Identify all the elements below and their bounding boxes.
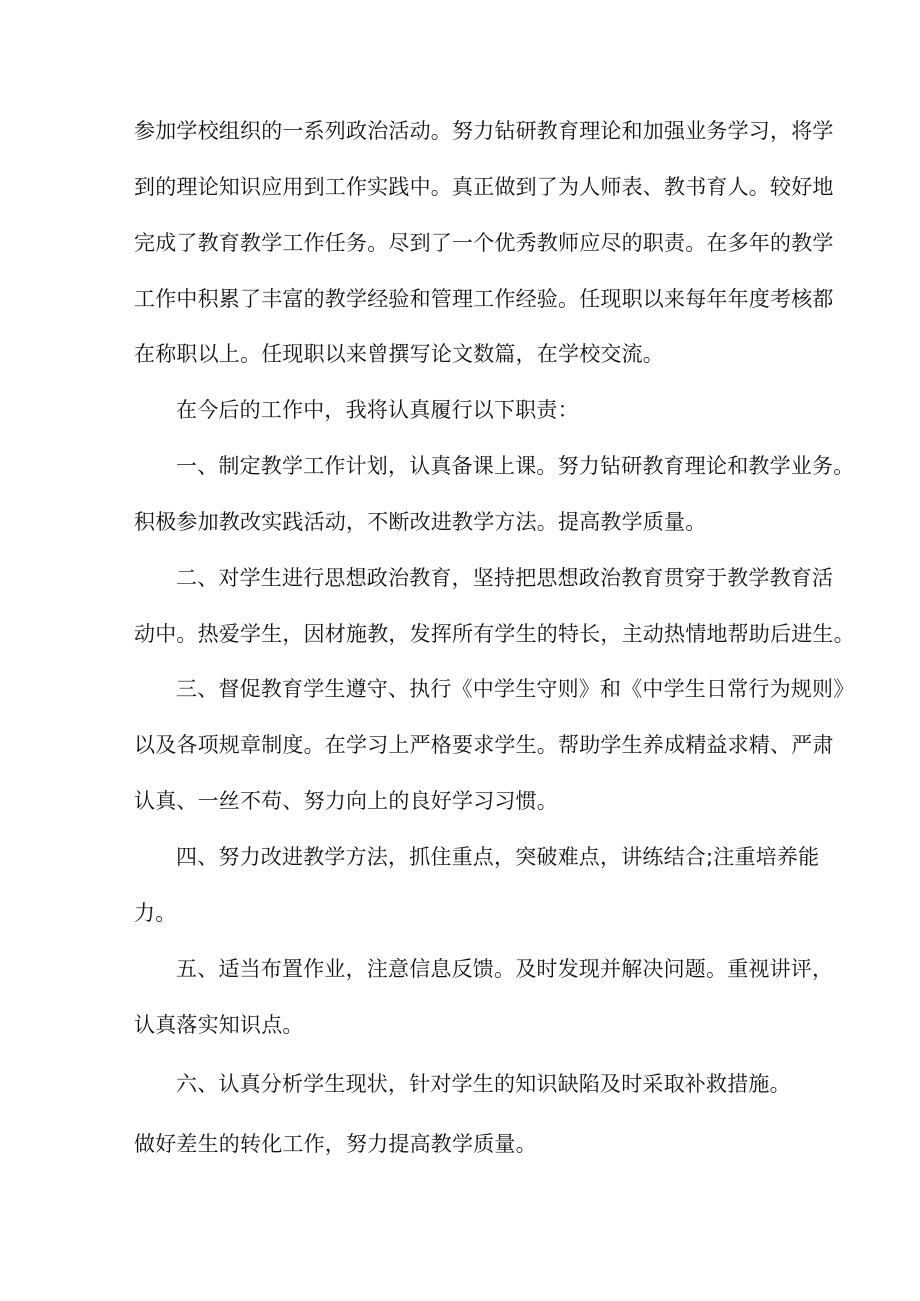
duty-5: 五、适当布置作业，注意信息反馈。及时发现并解决问题。重视讲评， <box>176 957 834 981</box>
text-line: 在称职以上。任现职以来曾撰写论文数篇，在学校交流。 <box>134 342 664 366</box>
duty-2: 二、对学生进行思想政治教育，坚持把思想政治教育贯穿于教学教育活 <box>176 566 834 590</box>
text-line: 到的理论知识应用到工作实践中。真正做到了为人师表、教书育人。较好地 <box>134 175 834 199</box>
text-line: 完成了教育教学工作任务。尽到了一个优秀教师应尽的职责。在多年的教学 <box>134 231 834 255</box>
duty-4: 四、努力改进教学方法，抓住重点，突破难点，讲练结合;注重培养能 <box>176 845 820 869</box>
paragraph-intro: 在今后的工作中，我将认真履行以下职责： <box>176 398 579 422</box>
text-line: 参加学校组织的一系列政治活动。努力钻研教育理论和加强业务学习，将学 <box>134 119 834 143</box>
text-line: 积极参加教改实践活动，不断改进教学方法。提高教学质量。 <box>134 510 707 534</box>
text-line: 动中。热爱学生，因材施教，发挥所有学生的特长，主动热情地帮助后进生。 <box>134 622 855 646</box>
text-line: 力。 <box>134 901 177 925</box>
text-line: 以及各项规章制度。在学习上严格要求学生。帮助学生养成精益求精、严肃 <box>134 733 834 757</box>
duty-6: 六、认真分析学生现状，针对学生的知识缺陷及时采取补救措施。 <box>176 1072 791 1096</box>
text-line: 做好差生的转化工作，努力提高教学质量。 <box>134 1132 537 1156</box>
text-line: 认真、一丝不苟、努力向上的良好学习习惯。 <box>134 789 558 813</box>
duty-3: 三、督促教育学生遵守、执行《中学生守则》和《中学生日常行为规则》 <box>176 677 855 701</box>
text-line: 认真落实知识点。 <box>134 1013 304 1037</box>
text-line: 工作中积累了丰富的教学经验和管理工作经验。任现职以来每年年度考核都 <box>134 287 834 311</box>
duty-1: 一、制定教学工作计划，认真备课上课。努力钻研教育理论和教学业务。 <box>176 454 855 478</box>
